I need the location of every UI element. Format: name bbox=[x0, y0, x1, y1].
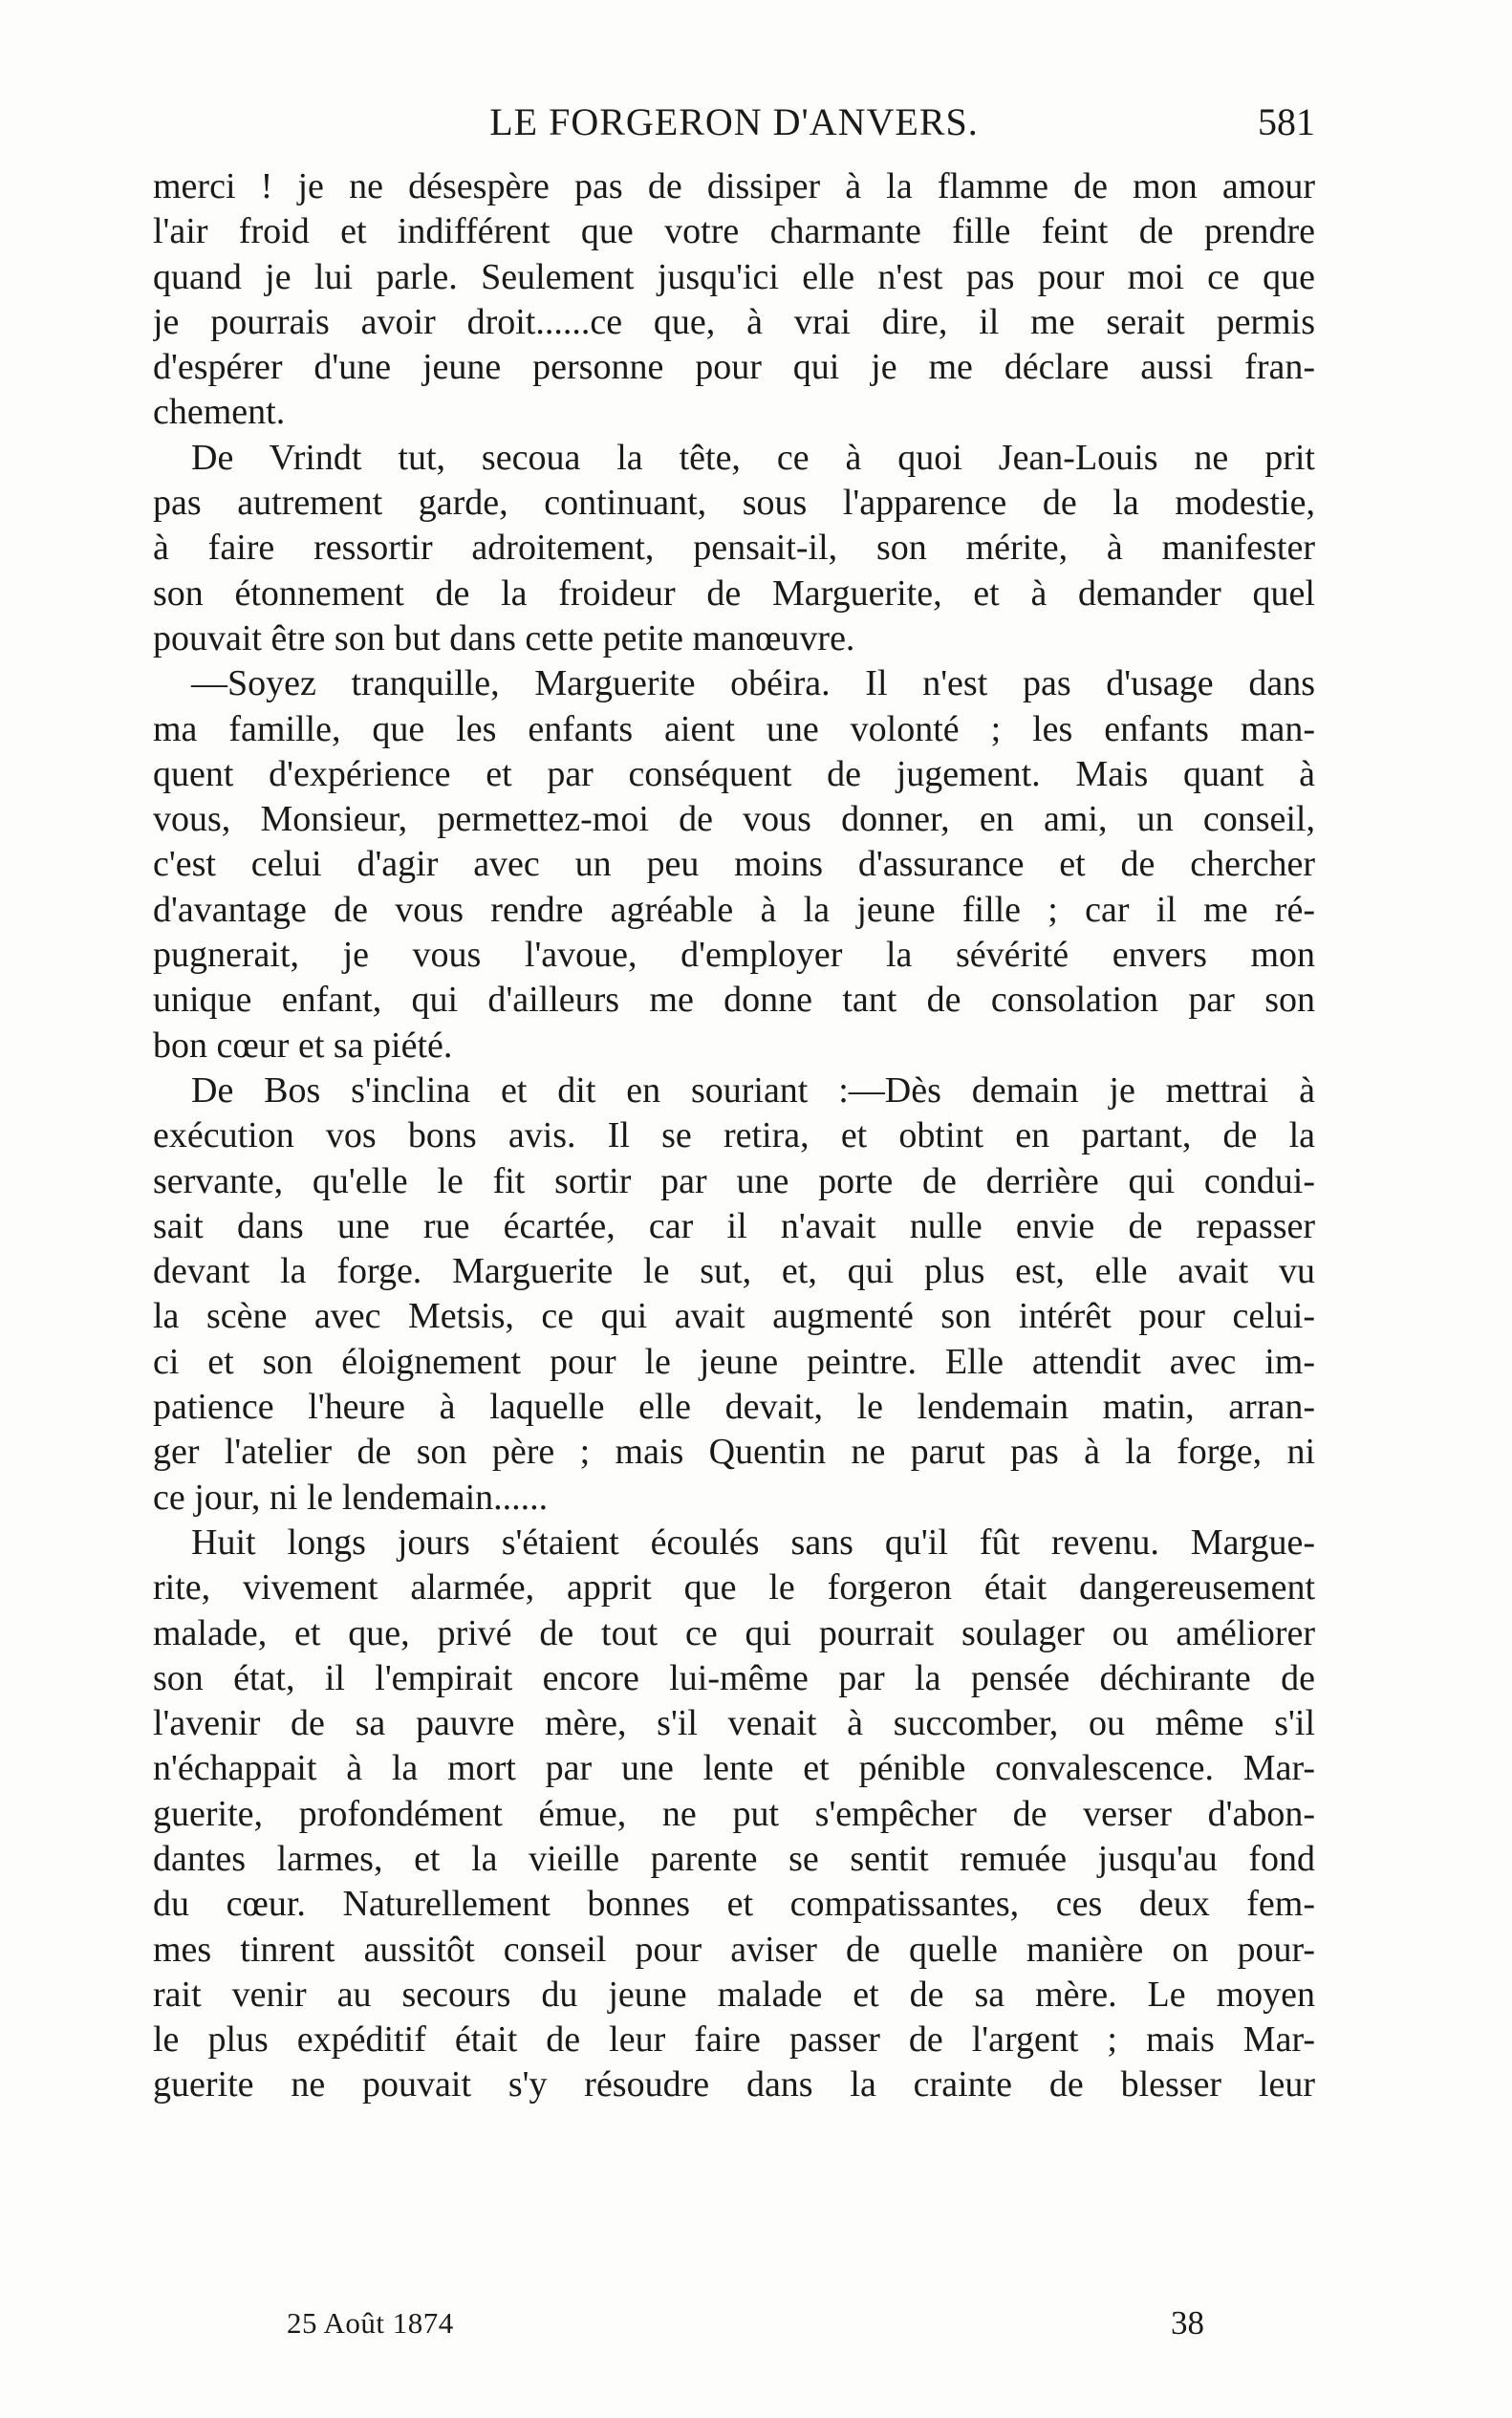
text-line: guerite ne pouvait s'y résoudre dans la crainte de blesser leur bbox=[153, 2064, 1315, 2105]
text-line: devant la forge. Marguerite le sut, et, qui plus est, elle avait vu bbox=[153, 1251, 1315, 1292]
text-line: d'espérer d'une jeune personne pour qui je me déclare aussi fran- bbox=[153, 347, 1315, 388]
text-line: patience l'heure à laquelle elle devait, le lendemain matin, arran- bbox=[153, 1387, 1315, 1428]
text-line: son état, il l'empirait encore lui-même par la pensée déchirante de bbox=[153, 1657, 1315, 1698]
text-line: n'échappait à la mort par une lente et pénible convalescence. Mar- bbox=[153, 1748, 1315, 1789]
running-head bbox=[153, 94, 1315, 151]
text-line: —Soyez tranquille, Marguerite obéira. Il n'est pas d'usage dans bbox=[191, 663, 1315, 704]
text-line: mes tinrent aussitôt conseil pour aviser de quelle manière on pour- bbox=[153, 1929, 1315, 1970]
text-line: merci ! je ne désespère pas de dissiper à la flamme de mon amour bbox=[153, 166, 1315, 206]
text-line: quand je lui parle. Seulement jusqu'ici elle n'est pas pour moi ce que bbox=[153, 256, 1315, 297]
text-line: l'air froid et indifférent que votre charmante fille feint de prendre bbox=[153, 211, 1315, 252]
text-line: De Bos s'inclina et dit en souriant :—Dès demain je mettrai à bbox=[191, 1069, 1315, 1111]
issue-date: 25 Août 1874 bbox=[287, 2306, 454, 2340]
text-line: ce jour, ni le lendemain...... bbox=[153, 1477, 549, 1518]
text-line: le plus expéditif était de leur faire passer de l'argent ; mais Mar- bbox=[153, 2019, 1315, 2061]
text-line: quent d'expérience et par conséquent de jugement. Mais quant à bbox=[153, 753, 1315, 794]
text-line: la scène avec Metsis, ce qui avait augmenté son intérêt pour celui- bbox=[153, 1296, 1315, 1337]
text-line: unique enfant, qui d'ailleurs me donne tant de consolation par son bbox=[153, 980, 1315, 1021]
text-line: pas autrement garde, continuant, sous l'apparence de la modestie, bbox=[153, 483, 1315, 524]
text-line: bon cœur et sa piété. bbox=[153, 1025, 453, 1066]
text-line: rait venir au secours du jeune malade et de sa mère. Le moyen bbox=[153, 1974, 1315, 2015]
text-line: exécution vos bons avis. Il se retira, et obtint en partant, de la bbox=[153, 1115, 1315, 1156]
body-text bbox=[153, 164, 1315, 2108]
text-line: à faire ressortir adroitement, pensait-il, son mérite, à manifester bbox=[153, 528, 1315, 569]
text-line: l'avenir de sa pauvre mère, s'il venait à succomber, ou même s'il bbox=[153, 1703, 1315, 1744]
text-line: malade, et que, privé de tout ce qui pourrait soulager ou améliorer bbox=[153, 1612, 1315, 1653]
text-line: servante, qu'elle le fit sortir par une porte de derrière qui condui- bbox=[153, 1160, 1315, 1201]
page-number: 581 bbox=[1258, 100, 1315, 143]
text-line: rite, vivement alarmée, apprit que le forgeron était dangereusement bbox=[153, 1567, 1315, 1608]
text-line: pugnerait, je vous l'avoue, d'employer la sévérité envers mon bbox=[153, 935, 1315, 976]
text-line: c'est celui d'agir avec un peu moins d'assurance et de chercher bbox=[153, 844, 1315, 885]
text-line: d'avantage de vous rendre agréable à la jeune fille ; car il me ré- bbox=[153, 889, 1315, 930]
text-line: je pourrais avoir droit......ce que, à vrai dire, il me serait permis bbox=[153, 301, 1315, 342]
text-line: ci et son éloignement pour le jeune peintre. Elle attendit avec im- bbox=[153, 1341, 1315, 1382]
text-line: guerite, profondément émue, ne put s'empêcher de verser d'abon- bbox=[153, 1793, 1315, 1834]
text-line: vous, Monsieur, permettez-moi de vous donner, en ami, un conseil, bbox=[153, 799, 1315, 840]
signature-mark: 38 bbox=[1171, 2304, 1204, 2342]
page-footer bbox=[287, 2299, 1204, 2347]
text-line: pouvait être son but dans cette petite manœuvre. bbox=[153, 617, 855, 658]
text-line: chement. bbox=[153, 392, 286, 433]
text-line: De Vrindt tut, secoua la tête, ce à quoi Jean-Louis ne prit bbox=[191, 437, 1315, 478]
text-line: son étonnement de la froideur de Marguerite, et à demander quel bbox=[153, 572, 1315, 614]
text-line: Huit longs jours s'étaient écoulés sans qu'il fût revenu. Margue- bbox=[191, 1522, 1315, 1563]
text-line: ger l'atelier de son père ; mais Quentin ne parut pas à la forge, ni bbox=[153, 1432, 1315, 1473]
text-line: du cœur. Naturellement bonnes et compatissantes, ces deux fem- bbox=[153, 1884, 1315, 1925]
text-line: dantes larmes, et la vieille parente se sentit remuée jusqu'au fond bbox=[153, 1838, 1315, 1879]
running-title: LE FORGERON D'ANVERS. bbox=[489, 100, 979, 143]
text-line: sait dans une rue écartée, car il n'avait nulle envie de repasser bbox=[153, 1205, 1315, 1246]
text-line: ma famille, que les enfants aient une volonté ; les enfants man- bbox=[153, 708, 1315, 749]
